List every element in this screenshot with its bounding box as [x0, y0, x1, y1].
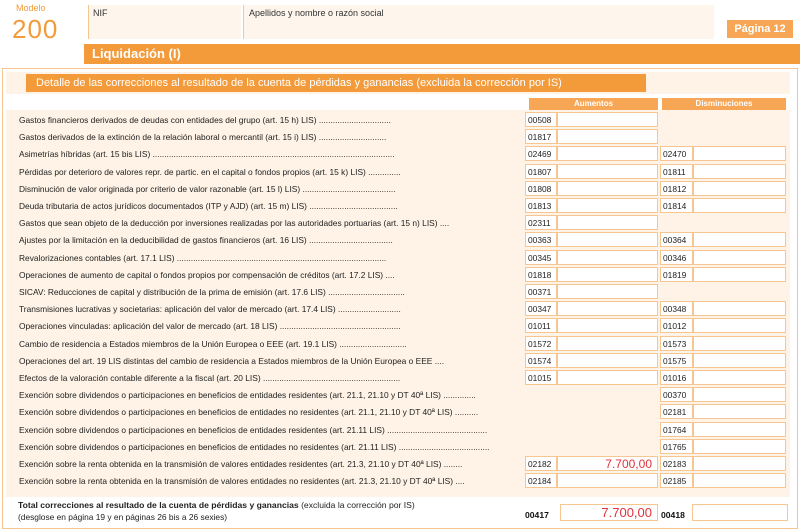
nombre-label: Apellidos y nombre o razón social	[249, 8, 384, 18]
aumentos-input[interactable]	[557, 267, 658, 282]
aumentos-code: 01807	[525, 164, 557, 179]
aumentos-input[interactable]	[557, 129, 658, 144]
table-row	[10, 112, 790, 129]
aumentos-input[interactable]	[557, 215, 658, 230]
aumentos-code: 00363	[525, 232, 557, 247]
table-row	[10, 422, 790, 439]
table-row	[10, 404, 790, 421]
aumentos-input[interactable]	[557, 318, 658, 333]
aumentos-input[interactable]: 7.700,00	[557, 456, 658, 471]
row-description: Gastos que sean objeto de la deducción por inversiones realizadas por las autoridades portuarias (art. 15 n) LIS) ....	[19, 218, 450, 229]
disminuciones-input[interactable]	[693, 267, 786, 282]
aumentos-input[interactable]	[557, 164, 658, 179]
table-row	[10, 353, 790, 370]
aumentos-code: 01817	[525, 129, 557, 144]
disminuciones-input[interactable]	[693, 198, 786, 213]
aumentos-input[interactable]	[557, 250, 658, 265]
aumentos-code: 01813	[525, 198, 557, 213]
section-bar	[84, 44, 800, 64]
disminuciones-code: 01575	[660, 353, 693, 368]
modelo-number: 200	[12, 14, 59, 44]
table-row	[10, 198, 790, 215]
aumentos-code: 00345	[525, 250, 557, 265]
column-header-aumentos: Aumentos	[529, 98, 658, 110]
nif-field[interactable]	[88, 5, 241, 39]
table-row	[10, 370, 790, 387]
aumentos-code: 00508	[525, 112, 557, 127]
total-breakdown-note: (desglose en página 19 y en páginas 26 bis a 26 sexies)	[18, 512, 228, 522]
aumentos-code: 00347	[525, 301, 557, 316]
row-description: Asimetrías híbridas (art. 15 bis LIS) ........................................................................................................	[19, 149, 395, 160]
disminuciones-code: 01764	[660, 422, 693, 437]
row-description: SICAV: Reducciones de capital y distribución de la prima de emisión (art. 17.6 LIS) .................................	[19, 287, 405, 297]
row-description: Operaciones de aumento de capital o fondos propios por compensación de créditos (art. 17.2 LIS) ....	[19, 269, 395, 280]
row-description: Operaciones vinculadas: aplicación del valor de mercado (art. 18 LIS) ....................................................	[19, 321, 401, 332]
aumentos-input[interactable]	[557, 112, 658, 127]
disminuciones-code: 00364	[660, 232, 693, 247]
disminuciones-input[interactable]	[693, 370, 786, 385]
row-description: Gastos financieros derivados de deudas con entidades del grupo (art. 15 h) LIS) ...............................	[19, 115, 391, 125]
table-row	[10, 387, 790, 404]
aumentos-input[interactable]	[557, 473, 658, 488]
total-disminuciones-code: 00418	[661, 510, 685, 520]
disminuciones-input[interactable]	[693, 404, 786, 419]
table-row	[10, 439, 790, 456]
row-description: Disminución de valor originada por criterio de valor razonable (art. 15 l) LIS) ........................................	[19, 183, 396, 194]
aumentos-code: 01818	[525, 267, 557, 282]
table-row	[10, 473, 790, 490]
disminuciones-code: 01012	[660, 318, 693, 333]
aumentos-code: 01011	[525, 318, 557, 333]
disminuciones-input[interactable]	[693, 232, 786, 247]
aumentos-code: 02311	[525, 215, 557, 230]
total-label	[18, 500, 415, 510]
disminuciones-code: 00346	[660, 250, 693, 265]
disminuciones-code: 01811	[660, 164, 693, 179]
disminuciones-code: 02185	[660, 473, 693, 488]
total-label-main: Total correcciones al resultado de la cuenta de pérdidas y ganancias	[18, 500, 299, 510]
row-description: Operaciones del art. 19 LIS distintas del cambio de residencia a Estados miembros de la Unión Europea o EEE ....	[19, 355, 445, 366]
row-description: Exención sobre dividendos o participaciones en beneficios de entidades residentes (art. 21.11 LIS) ...........................................	[19, 424, 488, 435]
disminuciones-input[interactable]	[693, 473, 786, 488]
aumentos-code: 02182	[525, 456, 557, 471]
disminuciones-input[interactable]	[693, 181, 786, 196]
disminuciones-input[interactable]	[693, 301, 786, 316]
disminuciones-code: 01573	[660, 336, 693, 351]
table-row	[10, 129, 790, 146]
disminuciones-code: 00370	[660, 387, 693, 402]
table-row	[10, 301, 790, 318]
disminuciones-code: 01016	[660, 370, 693, 385]
disminuciones-code: 01819	[660, 267, 693, 282]
total-aumentos-code: 00417	[525, 510, 549, 520]
total-disminuciones-value[interactable]	[692, 504, 788, 521]
aumentos-code: 00371	[525, 284, 557, 299]
row-description: Exención sobre dividendos o participaciones en beneficios de entidades residentes (art. 21.1, 21.10 y DT 40ª LIS) ..............	[19, 390, 476, 401]
table-row	[10, 284, 790, 301]
disminuciones-input[interactable]	[693, 387, 786, 402]
row-description: Pérdidas por deterioro de valores repr. de partic. en el capital o fondos propios (art. 15 k) LIS) ..............	[19, 166, 401, 177]
disminuciones-input[interactable]	[693, 353, 786, 368]
aumentos-input[interactable]	[557, 353, 658, 368]
section-title: Liquidación (I)	[92, 46, 181, 61]
column-header-disminuciones: Disminuciones	[662, 98, 786, 110]
total-aumentos-value[interactable]: 7.700,00	[560, 504, 658, 521]
disminuciones-code: 01812	[660, 181, 693, 196]
row-description: Efectos de la valoración contable diferente a la fiscal (art. 20 LIS) ...........................................................	[19, 373, 401, 383]
aumentos-code: 02184	[525, 473, 557, 488]
table-row	[10, 336, 790, 353]
table-row	[10, 456, 790, 473]
row-description: Exención sobre dividendos o participaciones en beneficios de entidades no residentes (art. 21.1, 21.10 y DT 40ª LIS) ..........	[19, 407, 479, 418]
nif-label: NIF	[93, 8, 108, 18]
disminuciones-code: 02181	[660, 404, 693, 419]
row-description: Deuda tributaria de actos jurídicos documentados (ITP y AJD) (art. 15 m) LIS) ......................................	[19, 201, 398, 211]
detail-title: Detalle de las correcciones al resultado de la cuenta de pérdidas y ganancias (excluida la corrección por IS)	[26, 74, 646, 92]
aumentos-code: 01572	[525, 336, 557, 351]
aumentos-code: 01574	[525, 353, 557, 368]
disminuciones-code: 02470	[660, 146, 693, 161]
aumentos-input[interactable]	[557, 284, 658, 299]
aumentos-input[interactable]	[557, 198, 658, 213]
disminuciones-code: 01765	[660, 439, 693, 454]
disminuciones-input[interactable]	[693, 146, 786, 161]
disminuciones-input[interactable]	[693, 439, 786, 454]
aumentos-code: 02469	[525, 146, 557, 161]
table-row	[10, 267, 790, 284]
row-description: Exención sobre dividendos o participaciones en beneficios de entidades no residentes (art. 21.11 LIS) .......................................	[19, 441, 490, 452]
aumentos-code: 01015	[525, 370, 557, 385]
table-row	[10, 232, 790, 249]
page-indicator: Página 12	[727, 20, 793, 38]
disminuciones-input[interactable]	[693, 318, 786, 333]
row-description: Gastos derivados de la extinción de la relación laboral o mercantil (art. 15 i) LIS) .............................	[19, 132, 387, 143]
aumentos-input[interactable]	[557, 336, 658, 351]
disminuciones-input[interactable]	[693, 336, 786, 351]
row-description: Transmisiones lucrativas y societarias: aplicación del valor de mercado (art. 17.4 LIS) ...........................	[19, 304, 401, 315]
row-description: Ajustes por la limitación en la deducibilidad de gastos financieros (art. 16 LIS) ....................................	[19, 235, 393, 246]
total-label-note: (excluida la corrección por IS)	[301, 500, 415, 510]
table-row	[10, 318, 790, 335]
modelo-label: Modelo	[16, 3, 46, 13]
aumentos-input[interactable]	[557, 181, 658, 196]
table-row	[10, 164, 790, 181]
disminuciones-code: 01814	[660, 198, 693, 213]
disminuciones-code: 00348	[660, 301, 693, 316]
table-row	[10, 146, 790, 163]
disminuciones-input[interactable]	[693, 250, 786, 265]
row-description: Revalorizaciones contables (art. 17.1 LIS) ..........................................................................................	[19, 252, 387, 263]
aumentos-input[interactable]	[557, 370, 658, 385]
row-description: Exención sobre la renta obtenida en la transmisión de valores entidades residentes (art. 21.3, 21.10 y DT 40ª LIS) ........	[19, 459, 463, 469]
aumentos-input[interactable]	[557, 301, 658, 316]
table-row	[10, 250, 790, 267]
disminuciones-input[interactable]	[693, 456, 786, 471]
aumentos-input[interactable]	[557, 146, 658, 161]
disminuciones-input[interactable]	[693, 422, 786, 437]
aumentos-code: 01808	[525, 181, 557, 196]
disminuciones-code: 02183	[660, 456, 693, 471]
table-row	[10, 215, 790, 232]
aumentos-input[interactable]	[557, 232, 658, 247]
row-description: Exención sobre la renta obtenida en la transmisión de valores entidades no residentes (art. 21.3, 21.10 y DT 40ª LIS) ....	[19, 476, 465, 487]
row-description: Cambio de residencia a Estados miembros de la Unión Europea o EEE (art. 19.1 LIS) .............................	[19, 338, 407, 349]
disminuciones-input[interactable]	[693, 164, 786, 179]
table-row	[10, 181, 790, 198]
